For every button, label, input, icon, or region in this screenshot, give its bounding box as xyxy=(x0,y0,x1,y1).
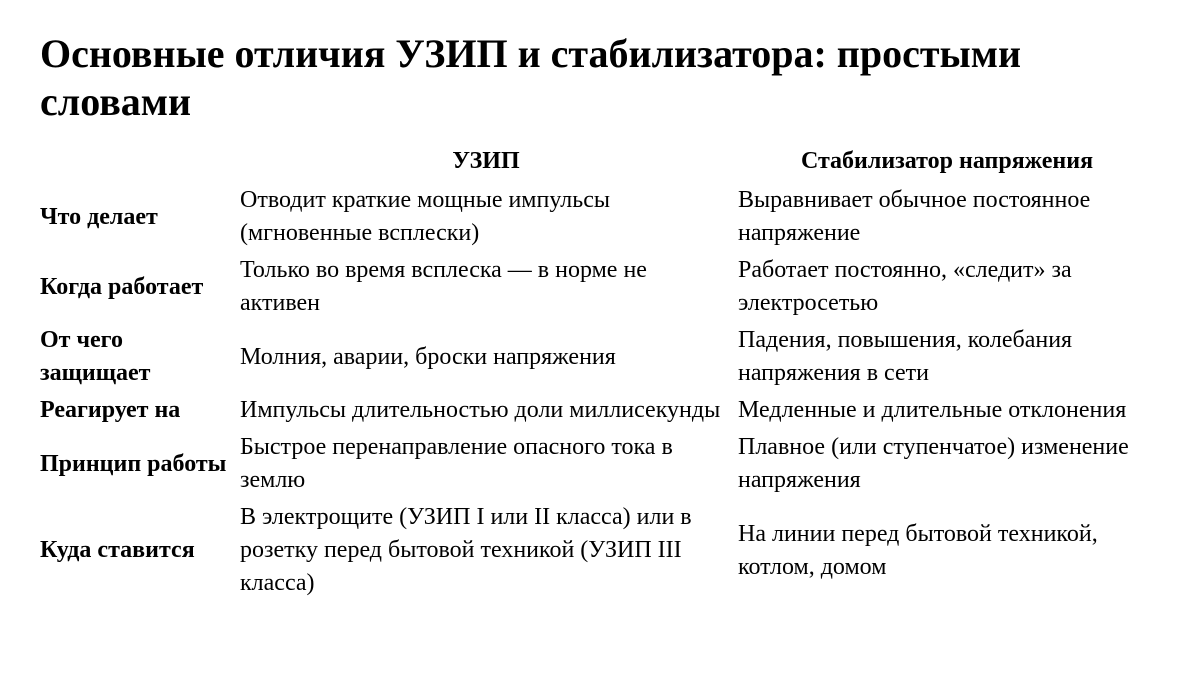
table-header-row xyxy=(38,142,1160,182)
stabilizer-cell: Плавное (или ступенчатое) изменение напряжения xyxy=(738,434,1129,493)
stabilizer-cell: Работает постоянно, «следит» за электросетью xyxy=(738,257,1072,316)
row-label: Реагирует на xyxy=(40,397,181,423)
uzip-cell: Молния, аварии, броски напряжения xyxy=(240,343,616,370)
uzip-cell: Импульсы длительностью доли миллисекунды xyxy=(240,397,721,423)
page-title: Основные отличия УЗИП и стабилизатора: простыми словами xyxy=(40,31,1021,124)
uzip-cell: Только во время всплеска — в норме не активен xyxy=(240,257,647,316)
header-uzip: УЗИП xyxy=(452,148,520,174)
uzip-cell: В электрощите (УЗИП I или II класса) или в розетку перед бытовой техникой (УЗИП III класса) xyxy=(240,504,692,596)
table-row xyxy=(38,252,1160,322)
stabilizer-cell: Падения, повышения, колебания напряжения в сети xyxy=(738,327,1073,386)
stabilizer-cell: Выравнивает обычное постоянное напряжение xyxy=(738,187,1091,246)
uzip-cell: Отводит краткие мощные импульсы (мгновенные всплески) xyxy=(240,187,610,246)
header-stabilizer: Стабилизатор напряжения xyxy=(800,148,1094,174)
table-row xyxy=(38,182,1160,252)
table-row xyxy=(38,322,1160,392)
row-label: Куда ставится xyxy=(40,537,195,563)
stabilizer-cell: Медленные и длительные отклонения xyxy=(738,397,1127,423)
uzip-cell: Быстрое перенаправление опасного тока в землю xyxy=(240,434,673,493)
row-label: Что делает xyxy=(40,203,158,230)
comparison-table xyxy=(38,142,1160,602)
table-row xyxy=(38,499,1160,602)
row-label: Когда работает xyxy=(40,273,204,300)
row-label: От чего защищает xyxy=(40,327,151,386)
row-label: Принцип работы xyxy=(40,450,227,477)
stabilizer-cell: На линии перед бытовой техникой, котлом, домом xyxy=(738,520,1098,580)
table-row xyxy=(38,392,1160,429)
header-empty xyxy=(38,142,238,182)
table-row xyxy=(38,429,1160,499)
